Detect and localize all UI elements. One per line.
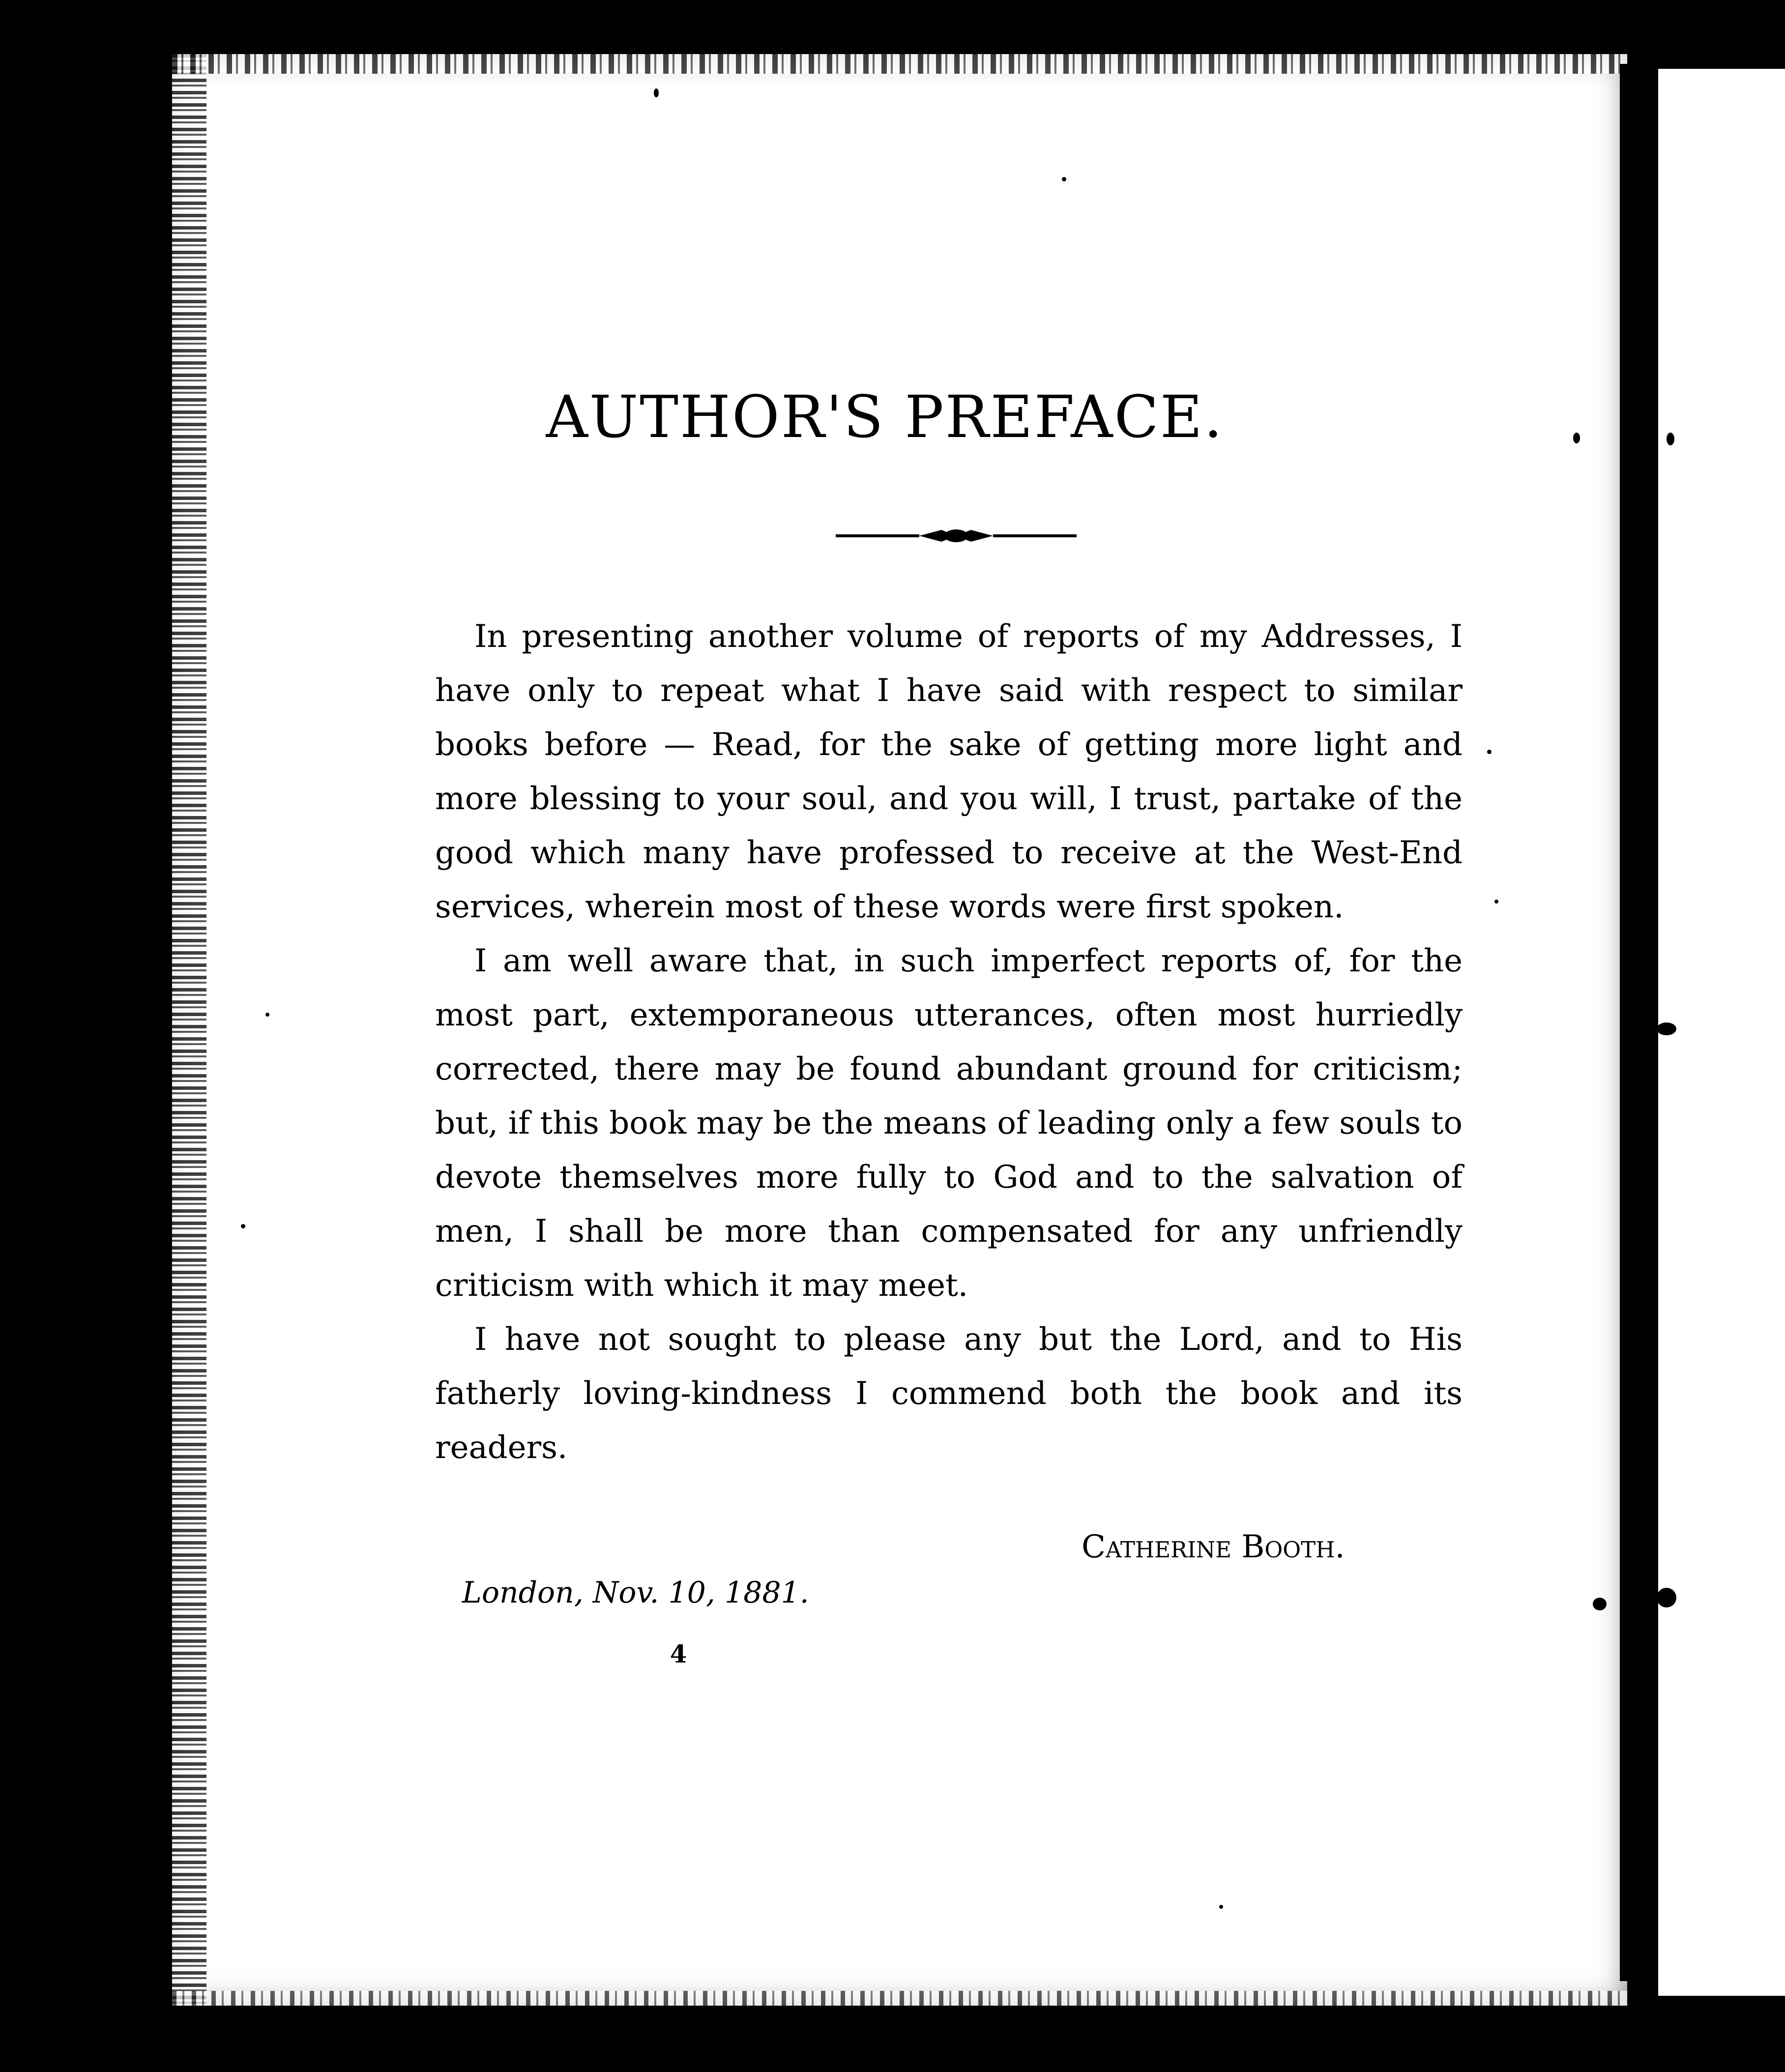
scan-speck [241,1224,245,1228]
preface-paragraph-2: I am well aware that, in such imperfect reports of, for the most part, extemporaneous utterances, often most hurriedly corrected, there may be found abundant ground for criticism; but, if this book may be the means of leading only a few souls to devote themselves more fully to God and to the salvation of men, I shall be more than compensated for any unfriendly criticism with which it may meet. [435,943,1463,1304]
page-left-edge-texture [172,54,206,2006]
page-title: AUTHOR'S PREFACE. [546,383,1224,451]
title-ornament-divider-icon [836,526,1077,546]
scan-speck [265,1013,269,1017]
preface-body [435,610,1463,1475]
preface-paragraph-1: In presenting another volume of reports of my Addresses, I have only to repeat what I have said with respect to similar books before — Read, for the sake of getting more light and more blessing to your soul, and you will, I trust, partake of the good which many have professed to receive at the West-End services, wherein most of these words were first spoken. [435,618,1463,925]
scan-speck [1487,750,1492,754]
scan-speck [654,88,659,97]
author-signature: Catherine Booth. [1082,1529,1345,1565]
scan-speck [1657,1022,1676,1035]
scan-speck [1593,1598,1607,1610]
scan-speck [1667,433,1674,445]
page-bottom-edge-texture [172,1991,1627,2006]
dateline: London, Nov. 10, 1881. [462,1576,809,1610]
preface-paragraph-3: I have not sought to please any but the Lord, and to His fatherly loving-kindness I commend both the book and its readers. [435,1321,1463,1466]
scan-speck [1494,900,1498,904]
scan-speck [1219,1905,1223,1909]
scan-speck [1573,433,1580,443]
page-top-edge-texture [172,54,1627,74]
page-number: 4 [670,1639,687,1668]
scan-speck [1657,1588,1676,1607]
page-gutter-shadow [1620,64,1649,1981]
scan-speck [1062,177,1066,181]
